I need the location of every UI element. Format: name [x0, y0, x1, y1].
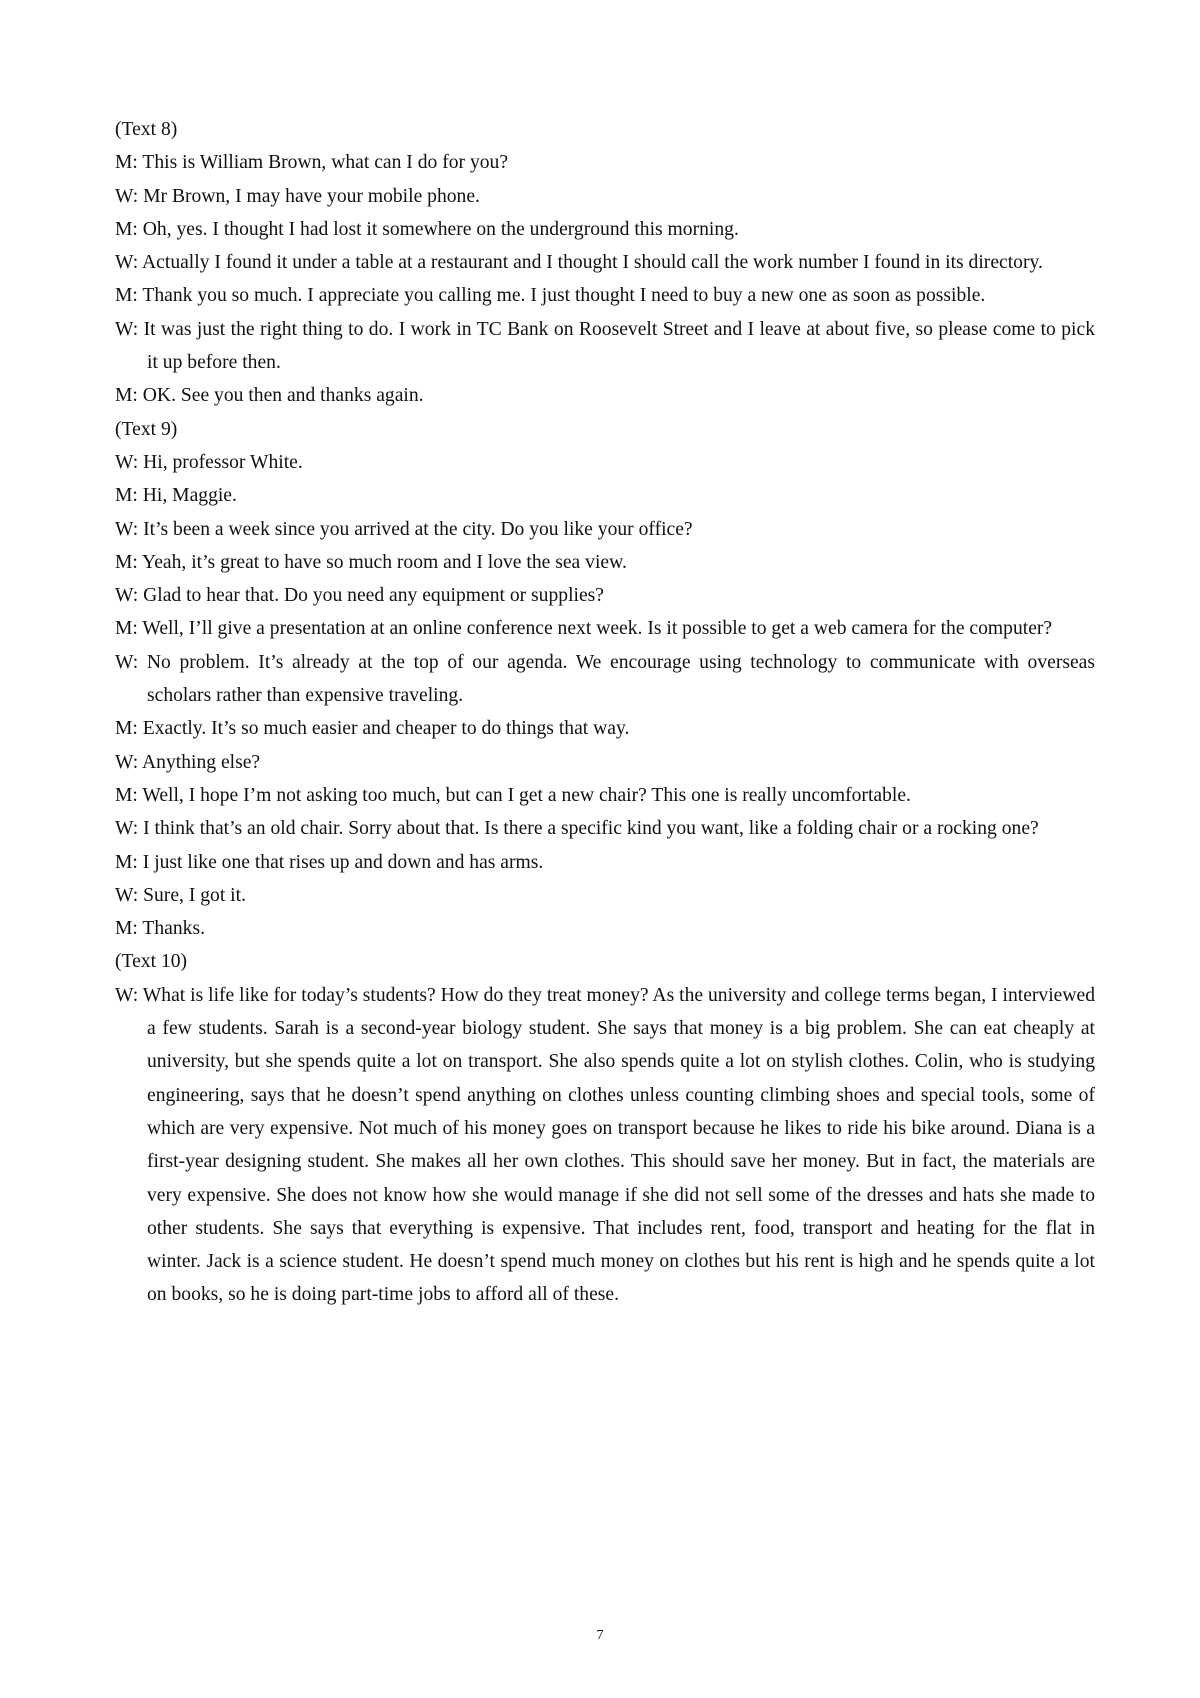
dialog-line: M: Hi, Maggie. — [115, 485, 237, 507]
dialog-line: M: This is William Brown, what can I do for you? — [115, 152, 509, 174]
dialog-line: M: OK. See you then and thanks again. — [115, 385, 424, 407]
page-number: 7 — [596, 1628, 604, 1643]
dialog-line: M: I just like one that rises up and down and has arms. — [115, 851, 544, 873]
dialog-line: W: Actually I found it under a table at a restaurant and I thought I should call the work number I found in its directory. — [115, 252, 1043, 274]
dialog-line: W: It was just the right thing to do. I work in TC Bank on Roosevelt Street and I leave at about five, so please come to pick it up before then. — [115, 318, 1095, 374]
dialog-line: W: No problem. It’s already at the top of our agenda. We encourage using technology to communicate with overseas scholars rather than expensive traveling. — [115, 651, 1095, 707]
dialog-line: W: I think that’s an old chair. Sorry about that. Is there a specific kind you want, like a folding chair or a rocking one? — [115, 818, 1039, 840]
dialog-line: W: What is life like for today’s students? How do they treat money? As the university and college terms began, I interviewed a few students. Sarah is a second-year biology student. She says that money is a big problem. She can eat cheaply at university, but she spends quite a lot on transport. She also spends quite a lot on stylish clothes. Colin, who is studying engineering, says that he doesn’t spend anything on clothes unless counting climbing shoes and special tools, some of which are very expensive. Not much of his money goes on transport because he likes to ride his bike around. Diana is a first-year designing student. She makes all her own clothes. This should save her money. But in fact, the materials are very expensive. She does not know how she would manage if she did not sell some of the dresses and hats she made to other students. She says that everything is expensive. That includes rent, food, transport and heating for the flat in winter. Jack is a science student. He doesn’t spend much money on clothes but his rent is high and he spends quite a lot on books, so he is doing part-time jobs to afford all of these. — [115, 984, 1095, 1306]
dialog-line: W: Hi, professor White. — [115, 451, 303, 473]
dialog-line: M: Yeah, it’s great to have so much room and I love the sea view. — [115, 551, 627, 573]
dialog-line: M: Thanks. — [115, 918, 205, 940]
dialog-line: M: Thank you so much. I appreciate you calling me. I just thought I need to buy a new one as soon as possible. — [115, 285, 986, 307]
section-heading: (Text 9) — [115, 418, 178, 440]
dialog-line: W: Glad to hear that. Do you need any equipment or supplies? — [115, 585, 604, 607]
dialog-line: W: Anything else? — [115, 751, 261, 773]
dialog-line: W: Mr Brown, I may have your mobile phone. — [115, 185, 480, 207]
dialog-line: M: Oh, yes. I thought I had lost it somewhere on the underground this morning. — [115, 218, 739, 240]
dialog-line: M: Exactly. It’s so much easier and cheaper to do things that way. — [115, 718, 630, 740]
dialog-line: M: Well, I hope I’m not asking too much, but can I get a new chair? This one is really uncomfortable. — [115, 784, 911, 806]
transcript-body — [115, 113, 1095, 1312]
dialog-line: W: It’s been a week since you arrived at the city. Do you like your office? — [115, 518, 693, 540]
section-heading: (Text 8) — [115, 119, 178, 140]
dialog-line: W: Sure, I got it. — [115, 884, 246, 906]
dialog-line: M: Well, I’ll give a presentation at an online conference next week. Is it possible to get a web camera for the computer? — [115, 618, 1053, 640]
section-heading: (Text 10) — [115, 951, 188, 973]
